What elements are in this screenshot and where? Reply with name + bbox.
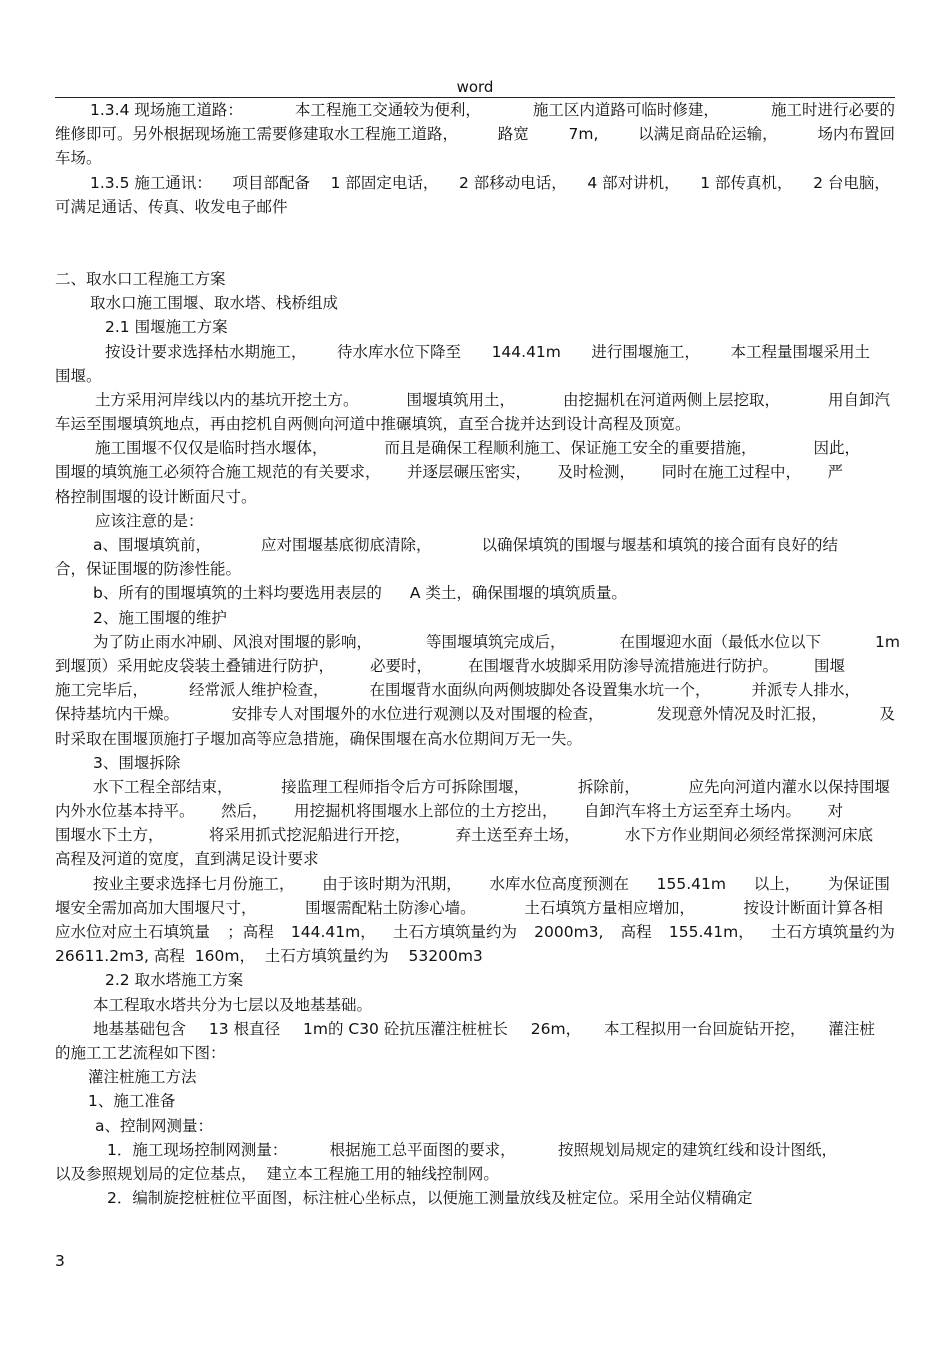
text-line — [55, 872, 890, 896]
text-segment: 以上， — [753, 874, 801, 893]
text-segment: a、围堰填筑前， — [93, 536, 211, 554]
text-line: 合，保证围堰的防渗性能。 — [55, 560, 242, 579]
text-segment: 同时在施工过程中， — [661, 463, 801, 482]
page-header: word — [456, 78, 494, 96]
text-segment: 为保证围 — [827, 874, 890, 893]
text-line — [55, 920, 895, 944]
text-segment: 2 台电脑， — [813, 173, 890, 192]
text-line: 车运至围堰填筑地点，再由挖机自两侧向河道中推碾填筑，直至合拢并达到设计高程及顶宽。 — [55, 415, 691, 434]
text-line — [55, 702, 895, 726]
text-segment: 1 部固定电话， — [330, 173, 439, 192]
text-line — [55, 122, 895, 146]
text-line: 时采取在围堰顶施打子堰加高等应急措施，确保围堰在高水位期间万无一失。 — [55, 729, 583, 748]
text-segment: 本工程量围堰采用土 — [730, 342, 870, 361]
text-segment: 水下方作业期间必须经常探测河床底 — [624, 826, 873, 845]
text-line: 应该注意的是： — [95, 511, 204, 530]
text-segment: 由挖掘机在河道两侧上层挖取， — [562, 390, 780, 409]
text-segment: 严 — [827, 463, 843, 482]
text-segment: 1．施工现场控制网测量： — [107, 1140, 288, 1159]
document-body — [55, 98, 900, 1210]
text-segment: 应对围堰基底彻底清除， — [260, 536, 432, 554]
text-segment: 路宽 — [497, 125, 529, 144]
text-segment: 围堰填筑用土， — [406, 390, 515, 409]
text-segment: 到堰顶）采用蛇皮袋装土叠铺进行防护， — [55, 656, 335, 675]
text-segment: 施工区内道路可临时修建， — [532, 101, 719, 119]
text-segment: 土石方填筑量约为 — [392, 923, 517, 941]
text-line — [55, 823, 873, 847]
text-segment: 将采用抓式挖泥船进行开挖， — [208, 826, 411, 845]
text-segment: 本工程施工交通较为便利， — [294, 101, 481, 119]
text-line — [55, 460, 843, 484]
text-segment: 应水位对应土石填筑量 — [55, 923, 211, 941]
text-line — [55, 436, 860, 460]
text-line: a、控制网测量： — [95, 1116, 213, 1135]
text-segment: 按设计断面计算各相 — [743, 898, 883, 917]
text-segment: 土方采用河岸线以内的基坑开挖土方。 — [95, 390, 359, 409]
text-segment: 按照规划局规定的建筑红线和设计图纸， — [557, 1140, 837, 1159]
text-segment: 1.3.5 施工通讯： — [90, 173, 212, 192]
text-segment: 施工时进行必要的 — [770, 101, 895, 119]
text-segment: 在围堰背水面纵向两侧坡脚处各设置集水坑一个， — [369, 681, 711, 700]
text-segment: 以确保填筑的围堰与堰基和填筑的接合面有良好的结 — [481, 536, 838, 554]
text-line: 的施工工艺流程如下图： — [55, 1043, 226, 1062]
text-line — [55, 896, 883, 920]
text-segment: 接监理工程师指令后方可拆除围堰， — [281, 777, 530, 796]
text-segment: 土石填筑方量相应增加， — [524, 898, 695, 917]
text-segment: 围堰需配粘土防渗心墙。 — [305, 898, 476, 917]
text-segment: 13 根直径 — [208, 1019, 281, 1038]
subsection-heading: 2.2 取水塔施工方案 — [105, 971, 244, 990]
text-segment: 以满足商品砼运输， — [638, 125, 778, 144]
text-segment: 在围堰迎水面（最低水位以下 — [619, 632, 822, 651]
text-line — [55, 1017, 875, 1041]
text-segment: 155.41m — [656, 874, 726, 893]
text-segment: 施工围堰不仅仅是临时挡水堰体， — [95, 439, 328, 458]
text-segment: 1m的 C30 砼抗压灌注桩桩长 — [302, 1019, 508, 1038]
text-line: 可满足通话、传真、收发电子邮件 — [55, 197, 288, 216]
text-segment: 应先向河道内灌水以保持围堰 — [688, 777, 890, 796]
section-heading: 二、取水口工程施工方案 — [55, 269, 226, 288]
text-line — [55, 630, 900, 654]
text-segment: 安排专人对围堰外的水位进行观测以及对围堰的检查， — [231, 705, 604, 724]
text-segment: 进行围堰施工， — [591, 342, 700, 361]
text-segment: 因此， — [813, 439, 860, 458]
text-segment: 内外水位基本持平。 — [55, 802, 195, 821]
text-segment: 26m， — [530, 1019, 582, 1038]
text-segment: 发现意外情况及时汇报， — [656, 705, 827, 724]
text-line — [55, 654, 845, 678]
text-line: 取水口施工围堰、取水塔、栈桥组成 — [90, 294, 339, 313]
text-line — [55, 1138, 837, 1162]
text-segment: 地基基础包含 — [93, 1019, 187, 1038]
text-segment: 围堰水下土方， — [55, 826, 164, 845]
text-line: 格控制围堰的设计断面尺寸。 — [55, 487, 257, 506]
text-line — [55, 98, 895, 122]
text-line — [55, 581, 895, 605]
page-number: 3 — [55, 1252, 65, 1270]
text-segment: b、所有的围堰填筑的土料均要选用表层的 — [93, 584, 382, 603]
subsection-heading: 1、施工准备 — [88, 1092, 176, 1111]
text-segment: 堰安全需加高加大围堰尺寸， — [55, 898, 257, 917]
text-line: 灌注桩施工方法 — [88, 1068, 197, 1087]
text-segment: 等围堰填筑完成后， — [426, 632, 566, 651]
text-segment: 按业主要求选择七月份施工， — [93, 874, 295, 893]
text-line — [55, 533, 838, 557]
text-segment: 施工完毕后， — [55, 681, 149, 700]
text-segment: 本工程拟用一台回旋钻开挖， — [604, 1019, 806, 1038]
subsection-heading: 3、围堰拆除 — [93, 753, 181, 772]
text-segment: 围堰的填筑施工必须符合施工规范的有关要求， — [55, 463, 381, 482]
text-line: 2．编制旋挖桩桩位平面图，标注桩心坐标点，以便施工测量放线及桩定位。采用全站仪精确定 — [107, 1189, 753, 1208]
text-segment: 保持基坑内干燥。 — [55, 705, 180, 724]
text-segment: 144.41m — [491, 342, 561, 361]
text-segment: 对 — [827, 802, 843, 821]
text-segment: 在围堰背水坡脚采用防渗导流措施进行防护。 — [467, 656, 778, 675]
text-segment: 水库水位高度预测在 — [489, 874, 629, 893]
text-segment: 由于该时期为汛期， — [322, 874, 462, 893]
text-segment: 项目部配备 — [232, 173, 310, 192]
text-segment: 1.3.4 现场施工道路： — [90, 101, 243, 119]
text-line: 本工程取水塔共分为七层以及地基基础。 — [93, 995, 373, 1014]
text-segment: ；高程 — [227, 923, 274, 941]
text-segment: 按设计要求选择枯水期施工， — [105, 342, 307, 361]
text-segment: 维修即可。另外根据现场施工需要修建取水工程施工道路， — [55, 125, 459, 144]
text-segment: 1 部传真机， — [700, 173, 793, 192]
text-segment: 及时检测， — [557, 463, 635, 482]
subsection-heading: 2、施工围堰的维护 — [93, 608, 227, 627]
text-segment: 灌注桩 — [828, 1019, 875, 1038]
text-line: 高程及河道的宽度，直到满足设计要求 — [55, 850, 319, 869]
text-line — [55, 678, 860, 702]
text-segment: A 类土，确保围堰的填筑质量。 — [409, 584, 627, 603]
text-segment: 为了防止雨水冲刷、风浪对围堰的影响， — [93, 632, 373, 651]
text-segment: 待水库水位下降至 — [337, 342, 462, 361]
text-segment: 用挖掘机将围堰水上部位的土方挖出， — [293, 802, 558, 821]
text-segment: 而且是确保工程顺利施工、保证施工安全的重要措施， — [384, 439, 757, 458]
text-segment: 144.41m， — [290, 923, 376, 941]
spacer — [55, 219, 895, 267]
text-line: 26611.2m3, 高程 160m， 土石方填筑量约为 53200m3 — [55, 947, 483, 966]
text-line: 车场。 — [55, 149, 102, 168]
text-line — [55, 340, 870, 364]
text-line: 围堰。 — [55, 366, 102, 385]
text-segment: 经常派人维护检查， — [188, 681, 329, 700]
text-segment: 2 部移动电话， — [458, 173, 567, 192]
text-segment: 并逐层碾压密实， — [406, 463, 531, 482]
text-segment: 4 部对讲机， — [587, 173, 680, 192]
text-segment: 用自卸汽 — [827, 390, 890, 409]
text-line — [55, 775, 890, 799]
text-line — [55, 799, 843, 823]
text-segment: 弃土送至弃土场， — [455, 826, 580, 845]
text-segment: 并派专人排水， — [751, 681, 860, 700]
text-segment: 7m, — [568, 125, 599, 144]
text-segment: 155.41m， — [668, 923, 754, 941]
text-segment: 土石方填筑量约为 — [770, 923, 895, 941]
text-segment: 及 — [879, 705, 895, 724]
text-segment: 然后， — [220, 802, 268, 821]
text-line — [55, 171, 890, 195]
text-segment: 场内布置回 — [817, 125, 895, 144]
text-segment: 必要时， — [369, 656, 432, 675]
text-segment: 拆除前， — [577, 777, 640, 796]
text-segment: 根据施工总平面图的要求， — [329, 1140, 516, 1159]
text-segment: 2000m3, — [534, 923, 604, 941]
text-segment: 围堰 — [813, 656, 845, 675]
text-segment: 自卸汽车将土方运至弃土场内。 — [583, 802, 801, 821]
text-segment: 水下工程全部结束， — [93, 777, 233, 796]
text-line — [55, 388, 890, 412]
text-line: 以及参照规划局的定位基点， 建立本工程施工用的轴线控制网。 — [55, 1164, 499, 1183]
subsection-heading: 2.1 围堰施工方案 — [105, 318, 228, 337]
text-segment: 高程 — [620, 923, 652, 941]
text-segment: 1m — [875, 632, 900, 651]
